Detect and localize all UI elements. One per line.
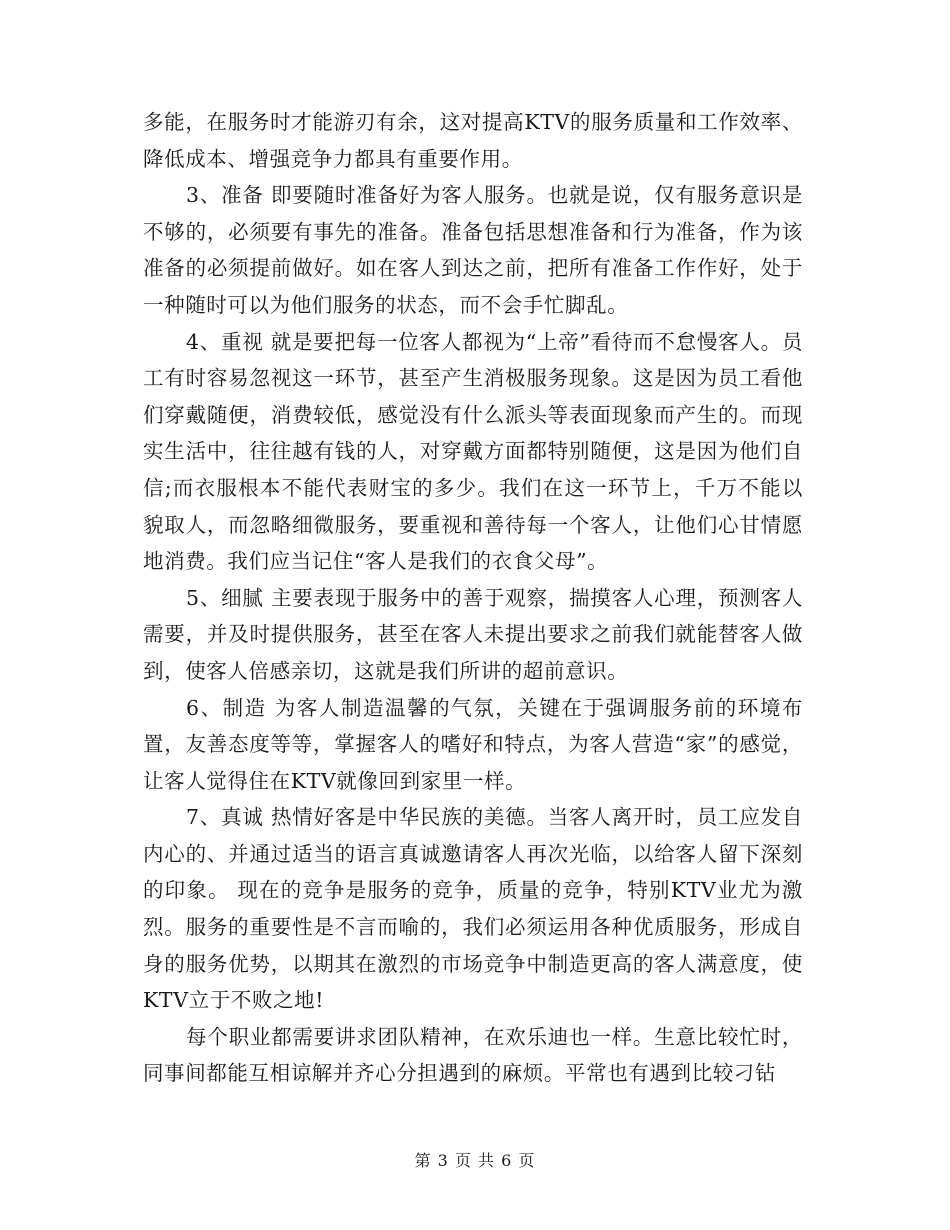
paragraph-teamwork: 每个职业都需要讲求团队精神，在欢乐迪也一样。生意比较忙时，同事间都能互相谅解并齐心分担遇到的麻烦。平常也有遇到比较刁钻 [143,1024,803,1086]
paragraph-meticulous: 5、细腻 主要表现于服务中的善于观察，揣摸客人心理，预测客人需要，并及时提供服务，甚至在客人未提出要求之前我们就能替客人做到，使客人倍感亲切，这就是我们所讲的超前意识。 [143,585,803,683]
paragraph-create-atmosphere: 6、制造 为客人制造温馨的气氛，关键在于强调服务前的环境布置，友善态度等等，掌握客人的嗜好和特点，为客人营造“家”的感觉，让客人觉得住在KTV就像回到家里一样。 [143,695,803,793]
paragraph-continuation: 多能，在服务时才能游刃有余，这对提高KTV的服务质量和工作效率、降低成本、增强竞争力都具有重要作用。 [143,110,803,171]
document-body [143,104,803,1092]
page-footer: 第 3 页 共 6 页 [414,1151,536,1170]
paragraph-preparation: 3、准备 即要随时准备好为客人服务。也就是说，仅有服务意识是不够的，必须要有事先的准备。准备包括思想准备和行为准备，作为该准备的必须提前做好。如在客人到达之前，把所有准备工作作好，处于一种随时可以为他们服务的状态，而不会手忙脚乱。 [143,183,803,317]
paragraph-sincerity: 7、真诚 热情好客是中华民族的美德。当客人离开时，员工应发自内心的、并通过适当的语言真诚邀请客人再次光临，以给客人留下深刻的印象。 现在的竞争是服务的竞争，质量的竞争，特别KTV业尤为激烈。服务的重要性是不言而喻的，我们必须运用各种优质服务，形成自身的服务优势，以期其在激烈的市场竞争中制造更高的客人满意度，使KTV立于不败之地! [143,805,803,1013]
paragraph-attention: 4、重视 就是要把每一位客人都视为“上帝”看待而不怠慢客人。员工有时容易忽视这一环节，甚至产生消极服务现象。这是因为员工看他们穿戴随便，消费较低，感觉没有什么派头等表面现象而产生的。而现实生活中，往往越有钱的人，对穿戴方面都特别随便，这是因为他们自信;而衣服根本不能代表财宝的多少。我们在这一环节上，千万不能以貌取人，而忽略细微服务，要重视和善待每一个客人，让他们心甘情愿地消费。我们应当记住“客人是我们的衣食父母”。 [143,329,803,574]
